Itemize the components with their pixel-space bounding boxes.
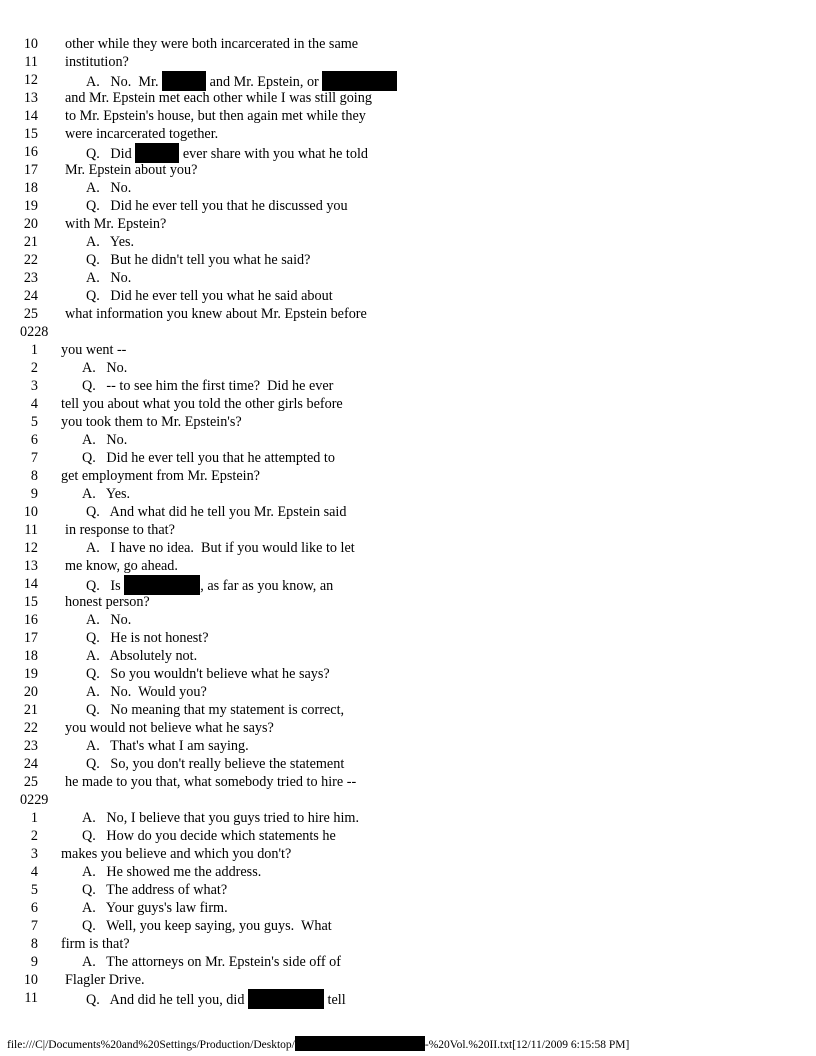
line-number: 20 (23, 684, 38, 700)
line-text (82, 431, 127, 449)
transcript-line (0, 71, 816, 89)
line-text (86, 611, 131, 629)
footer-path-suffix: -%20Vol.%20II.txt[12/11/2009 6:15:58 PM] (424, 1039, 630, 1051)
line-number: 3 (30, 378, 38, 394)
redaction-block (135, 143, 179, 163)
line-number: 4 (30, 864, 38, 880)
transcript-line (0, 701, 816, 719)
line-text (86, 197, 348, 215)
line-text (65, 971, 145, 989)
line-number: 10 (23, 972, 38, 988)
transcript-line (0, 539, 816, 557)
line-text (82, 881, 227, 899)
transcript-line (0, 863, 816, 881)
transcript-line (0, 773, 816, 791)
footer-path-prefix: file:///C|/Documents%20and%20Settings/Production/Desktop/ (7, 1039, 295, 1051)
page-marker-row (0, 791, 816, 809)
line-text (86, 143, 368, 163)
line-number: 23 (23, 270, 38, 286)
line-text (61, 467, 260, 485)
transcript-line (0, 575, 816, 593)
text-segment: Q. So, you don't really believe the statement (86, 756, 345, 772)
transcript-line (0, 503, 816, 521)
text-segment: Q. -- to see him the first time? Did he ever (82, 378, 334, 394)
line-number: 23 (23, 738, 38, 754)
text-segment: tell you about what you told the other girls before (61, 396, 343, 412)
transcript-line (0, 593, 816, 611)
redaction-block (124, 575, 200, 595)
line-text (61, 395, 343, 413)
text-segment: Q. And did he tell you, did (86, 992, 248, 1008)
text-segment: Q. No meaning that my statement is correct, (86, 702, 345, 718)
text-segment: Q. And what did he tell you Mr. Epstein said (86, 504, 347, 520)
transcript-line (0, 197, 816, 215)
line-number: 21 (23, 702, 38, 718)
line-text (82, 449, 335, 467)
redaction-block (162, 71, 206, 91)
transcript-line (0, 881, 816, 899)
line-text (86, 647, 197, 665)
line-text (65, 773, 356, 791)
transcript-line (0, 161, 816, 179)
text-segment: and Mr. Epstein, or (206, 74, 323, 90)
transcript-line (0, 251, 816, 269)
line-text (86, 251, 310, 269)
line-number: 7 (30, 450, 38, 466)
transcript-line (0, 989, 816, 1007)
text-segment: A. No, I believe that you guys tried to hire him. (82, 810, 359, 826)
line-number: 15 (23, 126, 38, 142)
line-text (86, 683, 207, 701)
line-text (86, 539, 355, 557)
text-segment: you would not believe what he says? (65, 720, 274, 736)
transcript-line (0, 755, 816, 773)
transcript-line (0, 719, 816, 737)
line-text (82, 359, 127, 377)
text-segment: tell (323, 992, 346, 1008)
text-segment: he made to you that, what somebody tried to hire -- (65, 774, 357, 790)
text-segment: other while they were both incarcerated in the same (65, 36, 359, 52)
line-text (65, 107, 366, 125)
line-number: 22 (23, 720, 38, 736)
text-segment: Q. How do you decide which statements he (82, 828, 336, 844)
line-number: 4 (30, 396, 38, 412)
line-text (86, 269, 131, 287)
line-number: 8 (30, 936, 38, 952)
transcript-line (0, 827, 816, 845)
line-text (86, 755, 344, 773)
line-text (61, 413, 242, 431)
line-number: 5 (30, 414, 38, 430)
text-segment: A. Your guys's law firm. (82, 900, 228, 916)
line-text (65, 89, 372, 107)
transcript-line (0, 467, 816, 485)
text-segment: were incarcerated together. (65, 126, 219, 142)
text-segment: Q. Did he ever tell you that he attempted to (82, 450, 335, 466)
line-text (86, 629, 209, 647)
line-text (65, 521, 175, 539)
text-segment: A. No. (86, 612, 132, 628)
text-segment: institution? (65, 54, 129, 70)
line-number: 14 (23, 576, 38, 592)
line-number: 18 (23, 180, 38, 196)
line-number: 16 (23, 144, 38, 160)
line-text (86, 503, 346, 521)
text-segment: with Mr. Epstein? (65, 216, 167, 232)
transcript-line (0, 917, 816, 935)
line-text (82, 899, 228, 917)
transcript-line (0, 449, 816, 467)
line-number: 11 (24, 54, 38, 70)
text-segment: Q. But he didn't tell you what he said? (86, 252, 311, 268)
transcript-line (0, 35, 816, 53)
transcript-line (0, 53, 816, 71)
text-segment: and Mr. Epstein met each other while I was still going (65, 90, 372, 106)
transcript-line (0, 665, 816, 683)
line-text (65, 719, 274, 737)
transcript-line (0, 557, 816, 575)
line-text (65, 53, 129, 71)
text-segment: Q. Did he ever tell you what he said about (86, 288, 333, 304)
transcript-line (0, 143, 816, 161)
line-number: 17 (23, 162, 38, 178)
line-number: 6 (30, 900, 38, 916)
transcript-line (0, 233, 816, 251)
text-segment: Flagler Drive. (65, 972, 145, 988)
line-number: 12 (23, 540, 38, 556)
transcript-line (0, 935, 816, 953)
line-number: 24 (23, 756, 38, 772)
transcript-line (0, 305, 816, 323)
text-segment: what information you knew about Mr. Epstein before (65, 306, 367, 322)
line-number: 19 (23, 198, 38, 214)
line-number: 10 (23, 36, 38, 52)
text-segment: Q. So you wouldn't believe what he says? (86, 666, 330, 682)
line-number: 13 (23, 558, 38, 574)
line-number: 11 (24, 522, 38, 538)
line-number: 22 (23, 252, 38, 268)
line-number: 6 (30, 432, 38, 448)
line-text (65, 125, 218, 143)
text-segment: Q. He is not honest? (86, 630, 209, 646)
transcript-line (0, 971, 816, 989)
line-number: 16 (23, 612, 38, 628)
line-number: 10 (23, 504, 38, 520)
line-number: 25 (23, 306, 38, 322)
line-text (86, 665, 330, 683)
transcript-line (0, 287, 816, 305)
line-number: 2 (30, 360, 38, 376)
transcript-line (0, 89, 816, 107)
line-text (86, 701, 344, 719)
transcript-line (0, 413, 816, 431)
line-number: 1 (30, 342, 38, 358)
line-number: 3 (30, 846, 38, 862)
text-segment: Q. The address of what? (82, 882, 228, 898)
line-text (65, 161, 197, 179)
text-segment: you took them to Mr. Epstein's? (61, 414, 242, 430)
transcript-line (0, 845, 816, 863)
page-number: 0228 (20, 324, 49, 340)
text-segment: me know, go ahead. (65, 558, 178, 574)
text-segment: A. I have no idea. But if you would like to let (86, 540, 355, 556)
transcript-line (0, 269, 816, 287)
line-number: 25 (23, 774, 38, 790)
line-text (61, 341, 126, 359)
transcript-line (0, 683, 816, 701)
transcript-line (0, 341, 816, 359)
line-number: 9 (30, 486, 38, 502)
transcript-line (0, 125, 816, 143)
line-text (61, 935, 130, 953)
line-number: 20 (23, 216, 38, 232)
text-segment: Mr. Epstein about you? (65, 162, 198, 178)
line-number: 1 (30, 810, 38, 826)
transcript-line (0, 611, 816, 629)
line-number: 21 (23, 234, 38, 250)
line-text (82, 827, 336, 845)
transcript-line (0, 431, 816, 449)
transcript-line (0, 377, 816, 395)
text-segment: Q. Did he ever tell you that he discussed you (86, 198, 348, 214)
text-segment: A. That's what I am saying. (86, 738, 249, 754)
text-segment: Q. Is (86, 578, 125, 594)
transcript-line (0, 215, 816, 233)
text-segment: get employment from Mr. Epstein? (61, 468, 260, 484)
transcript-line (0, 359, 816, 377)
line-number: 24 (23, 288, 38, 304)
line-text (65, 557, 178, 575)
line-number: 7 (30, 918, 38, 934)
line-text (82, 917, 332, 935)
line-text (65, 305, 367, 323)
line-number: 2 (30, 828, 38, 844)
text-segment: A. No. Would you? (86, 684, 207, 700)
text-segment: A. No. Mr. (86, 74, 163, 90)
line-text (61, 845, 291, 863)
text-segment: A. The attorneys on Mr. Epstein's side off of (82, 954, 341, 970)
transcript-line (0, 953, 816, 971)
transcript-line (0, 629, 816, 647)
text-segment: A. He showed me the address. (82, 864, 262, 880)
text-segment: firm is that? (61, 936, 130, 952)
line-text (65, 215, 166, 233)
text-segment: ever share with you what he told (179, 146, 368, 162)
transcript-line (0, 485, 816, 503)
line-number: 12 (23, 72, 38, 88)
page-number: 0229 (20, 792, 49, 808)
transcript-line (0, 899, 816, 917)
line-text (86, 989, 346, 1009)
text-segment: A. No. (86, 180, 132, 196)
text-segment: A. Yes. (86, 234, 135, 250)
text-segment: A. No. (86, 270, 132, 286)
transcript-line (0, 107, 816, 125)
text-segment: in response to that? (65, 522, 175, 538)
line-text (65, 35, 358, 53)
line-text (65, 593, 150, 611)
line-number: 11 (24, 990, 38, 1006)
line-number: 19 (23, 666, 38, 682)
transcript-line (0, 809, 816, 827)
text-segment: A. Yes. (82, 486, 131, 502)
text-segment: A. Absolutely not. (86, 648, 198, 664)
line-text (86, 71, 397, 91)
line-text (86, 179, 131, 197)
line-number: 8 (30, 468, 38, 484)
line-text (82, 809, 359, 827)
line-text (82, 485, 130, 503)
line-text (86, 737, 249, 755)
text-segment: , as far as you know, an (200, 578, 334, 594)
transcript-line (0, 521, 816, 539)
line-text (86, 575, 333, 595)
line-number: 15 (23, 594, 38, 610)
line-text (82, 953, 341, 971)
page-marker-row (0, 323, 816, 341)
redaction-block (248, 989, 324, 1009)
text-segment: A. No. (82, 432, 128, 448)
text-segment: Q. Well, you keep saying, you guys. What (82, 918, 332, 934)
text-segment: makes you believe and which you don't? (61, 846, 292, 862)
line-number: 18 (23, 648, 38, 664)
transcript-line (0, 737, 816, 755)
line-text (86, 233, 134, 251)
line-text (82, 377, 333, 395)
transcript-line (0, 395, 816, 413)
redaction-block (322, 71, 397, 91)
text-segment: you went -- (61, 342, 127, 358)
file-path-footer (7, 1036, 629, 1051)
text-segment: Q. Did (86, 146, 136, 162)
text-segment: A. No. (82, 360, 128, 376)
line-number: 9 (30, 954, 38, 970)
text-segment: honest person? (65, 594, 150, 610)
line-text (86, 287, 333, 305)
transcript-line (0, 647, 816, 665)
transcript-body (0, 35, 816, 1007)
line-number: 5 (30, 882, 38, 898)
text-segment: to Mr. Epstein's house, but then again met while they (65, 108, 366, 124)
line-number: 14 (23, 108, 38, 124)
line-number: 13 (23, 90, 38, 106)
footer-redaction-block (295, 1036, 425, 1051)
line-number: 17 (23, 630, 38, 646)
transcript-line (0, 179, 816, 197)
line-text (82, 863, 261, 881)
